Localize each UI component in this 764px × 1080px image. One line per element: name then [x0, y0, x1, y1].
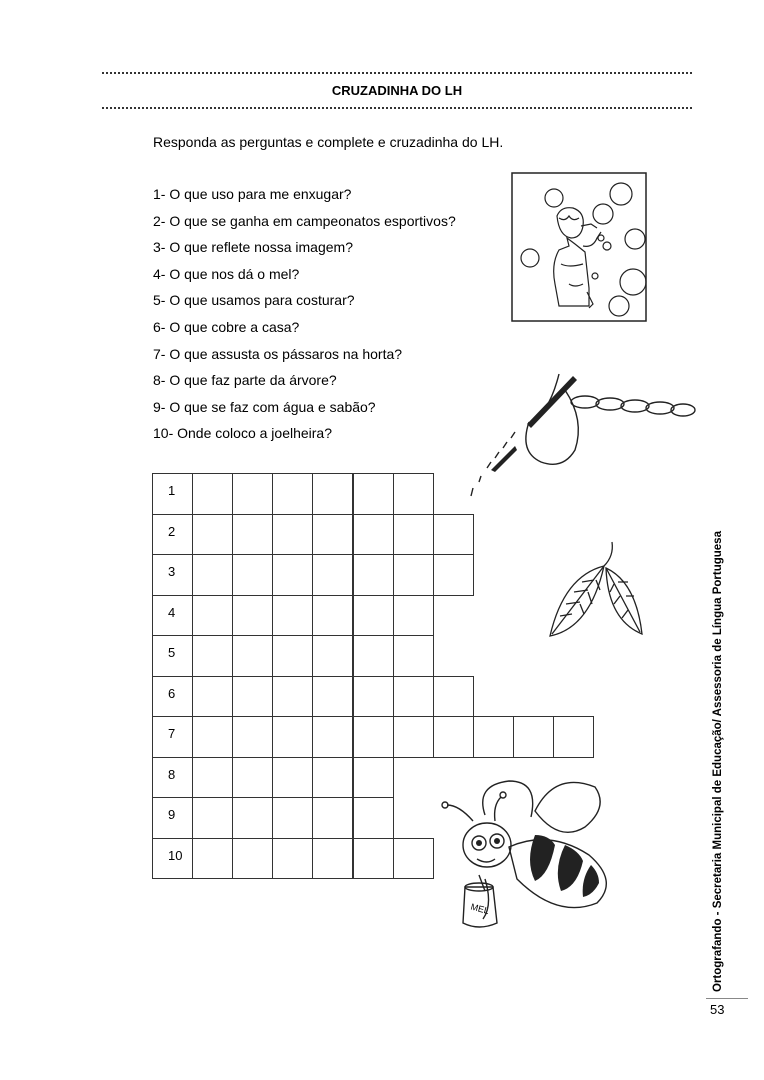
crossword-cell[interactable] — [272, 595, 313, 637]
crossword-cell[interactable] — [232, 676, 273, 718]
crossword-row-number: 7 — [168, 726, 176, 741]
top-dotted-rule — [102, 72, 692, 74]
crossword-cell[interactable] — [473, 716, 514, 758]
crossword-cell[interactable] — [353, 757, 394, 799]
crossword-row-number: 9 — [168, 807, 176, 822]
crossword-cell[interactable] — [272, 554, 313, 596]
crossword-row-number: 5 — [168, 645, 176, 660]
instructions: Responda as perguntas e complete e cruzadinha do LH. — [153, 134, 504, 150]
crossword-number-cell — [152, 676, 193, 718]
bottom-dotted-rule — [102, 107, 692, 109]
crossword-cell[interactable] — [312, 757, 353, 799]
crossword-number-cell — [152, 595, 193, 637]
crossword-cell[interactable] — [513, 716, 554, 758]
question-3: 3- O que reflete nossa imagem? — [153, 239, 353, 256]
boy-bubbles-illustration — [511, 172, 647, 322]
bee-illustration — [425, 775, 625, 935]
crossword-number-cell — [152, 838, 193, 880]
crossword-cell[interactable] — [312, 554, 353, 596]
needle-thread-illustration — [455, 362, 705, 512]
question-8: 8- O que faz parte da árvore? — [153, 372, 337, 389]
crossword-cell[interactable] — [272, 757, 313, 799]
crossword-row-number: 6 — [168, 685, 176, 701]
crossword-cell[interactable] — [272, 473, 313, 515]
crossword-cell[interactable] — [393, 838, 434, 880]
crossword-cell[interactable] — [312, 716, 353, 758]
crossword-number-cell — [152, 797, 193, 839]
crossword-cell[interactable] — [312, 473, 353, 515]
question-list — [153, 184, 456, 450]
sidebar-credit: Ortografando - Secretaria Municipal de Educação/ Assessoria de Língua Portuguesa — [712, 531, 724, 992]
question-1: 1- O que uso para me enxugar? — [153, 186, 352, 202]
crossword-cell[interactable] — [353, 554, 394, 596]
crossword-cell[interactable] — [232, 635, 273, 677]
crossword-row-number: 3 — [168, 564, 176, 579]
crossword-cell[interactable] — [433, 554, 474, 596]
crossword-number-cell — [152, 514, 193, 556]
crossword-cell[interactable] — [272, 716, 313, 758]
crossword-cell[interactable] — [232, 838, 273, 880]
page-number-rule — [706, 998, 748, 999]
crossword-cell[interactable] — [192, 716, 233, 758]
question-6: 6- O que cobre a casa? — [153, 318, 300, 335]
crossword-cell[interactable] — [312, 797, 353, 839]
crossword-row-number: 2 — [168, 523, 176, 539]
crossword-cell[interactable] — [353, 838, 394, 880]
question-7: 7- O que assusta os pássaros na horta? — [153, 345, 403, 362]
crossword-cell[interactable] — [272, 514, 313, 556]
crossword-cell[interactable] — [232, 554, 273, 596]
crossword-cell[interactable] — [272, 838, 313, 880]
crossword-cell[interactable] — [192, 635, 233, 677]
crossword-cell[interactable] — [232, 473, 273, 515]
crossword-cell[interactable] — [192, 514, 233, 556]
crossword-cell[interactable] — [433, 716, 474, 758]
crossword-cell[interactable] — [393, 595, 434, 637]
question-2: 2- O que se ganha em campeonatos esportivos? — [153, 212, 456, 229]
crossword-cell[interactable] — [393, 554, 434, 596]
crossword-cell[interactable] — [353, 716, 394, 758]
crossword-cell[interactable] — [353, 514, 394, 556]
crossword-cell[interactable] — [192, 757, 233, 799]
crossword-cell[interactable] — [232, 716, 273, 758]
crossword-cell[interactable] — [232, 797, 273, 839]
question-10: 10- Onde coloco a joelheira? — [153, 425, 333, 442]
crossword-cell[interactable] — [192, 797, 233, 839]
crossword-number-cell — [152, 757, 193, 799]
crossword-cell[interactable] — [393, 716, 434, 758]
crossword-cell[interactable] — [192, 838, 233, 880]
crossword-cell[interactable] — [272, 635, 313, 677]
crossword-cell[interactable] — [192, 473, 233, 515]
crossword-cell[interactable] — [312, 838, 353, 880]
crossword-number-cell — [152, 716, 193, 758]
crossword-cell[interactable] — [312, 635, 353, 677]
crossword-cell[interactable] — [433, 676, 474, 718]
question-9: 9- O que se faz com água e sabão? — [153, 398, 376, 415]
crossword-cell[interactable] — [192, 676, 233, 718]
crossword-cell[interactable] — [192, 554, 233, 596]
crossword-cell[interactable] — [353, 595, 394, 637]
crossword-cell[interactable] — [433, 514, 474, 556]
crossword-cell[interactable] — [232, 595, 273, 637]
question-5: 5- O que usamos para costurar? — [153, 292, 355, 309]
crossword-cell[interactable] — [312, 514, 353, 556]
crossword-row-number: 1 — [168, 483, 176, 498]
crossword-cell[interactable] — [312, 676, 353, 718]
crossword-cell[interactable] — [353, 797, 394, 839]
crossword-cell[interactable] — [393, 514, 434, 556]
crossword-cell[interactable] — [393, 635, 434, 677]
crossword-number-cell — [152, 635, 193, 677]
crossword-number-cell — [152, 473, 193, 515]
page-number: 53 — [710, 1002, 725, 1017]
crossword-row-number: 10 — [168, 847, 183, 863]
crossword-row-number: 8 — [168, 766, 176, 782]
honey-jar-label: MEL — [469, 901, 491, 917]
crossword-cell[interactable] — [353, 676, 394, 718]
crossword-cell[interactable] — [393, 473, 434, 515]
crossword-cell[interactable] — [232, 757, 273, 799]
crossword-cell[interactable] — [232, 514, 273, 556]
crossword-cell[interactable] — [393, 676, 434, 718]
page-title: CRUZADINHA DO LH — [331, 83, 463, 98]
leaves-illustration — [540, 540, 650, 650]
crossword-cell[interactable] — [553, 716, 594, 758]
crossword-cell[interactable] — [353, 473, 394, 515]
crossword-cell[interactable] — [192, 595, 233, 637]
crossword-cell[interactable] — [272, 797, 313, 839]
crossword-cell[interactable] — [312, 595, 353, 637]
crossword-cell[interactable] — [272, 676, 313, 718]
crossword-number-cell — [152, 554, 193, 596]
question-4: 4- O que nos dá o mel? — [153, 265, 300, 282]
crossword-cell[interactable] — [353, 635, 394, 677]
crossword-row-number: 4 — [168, 604, 176, 620]
